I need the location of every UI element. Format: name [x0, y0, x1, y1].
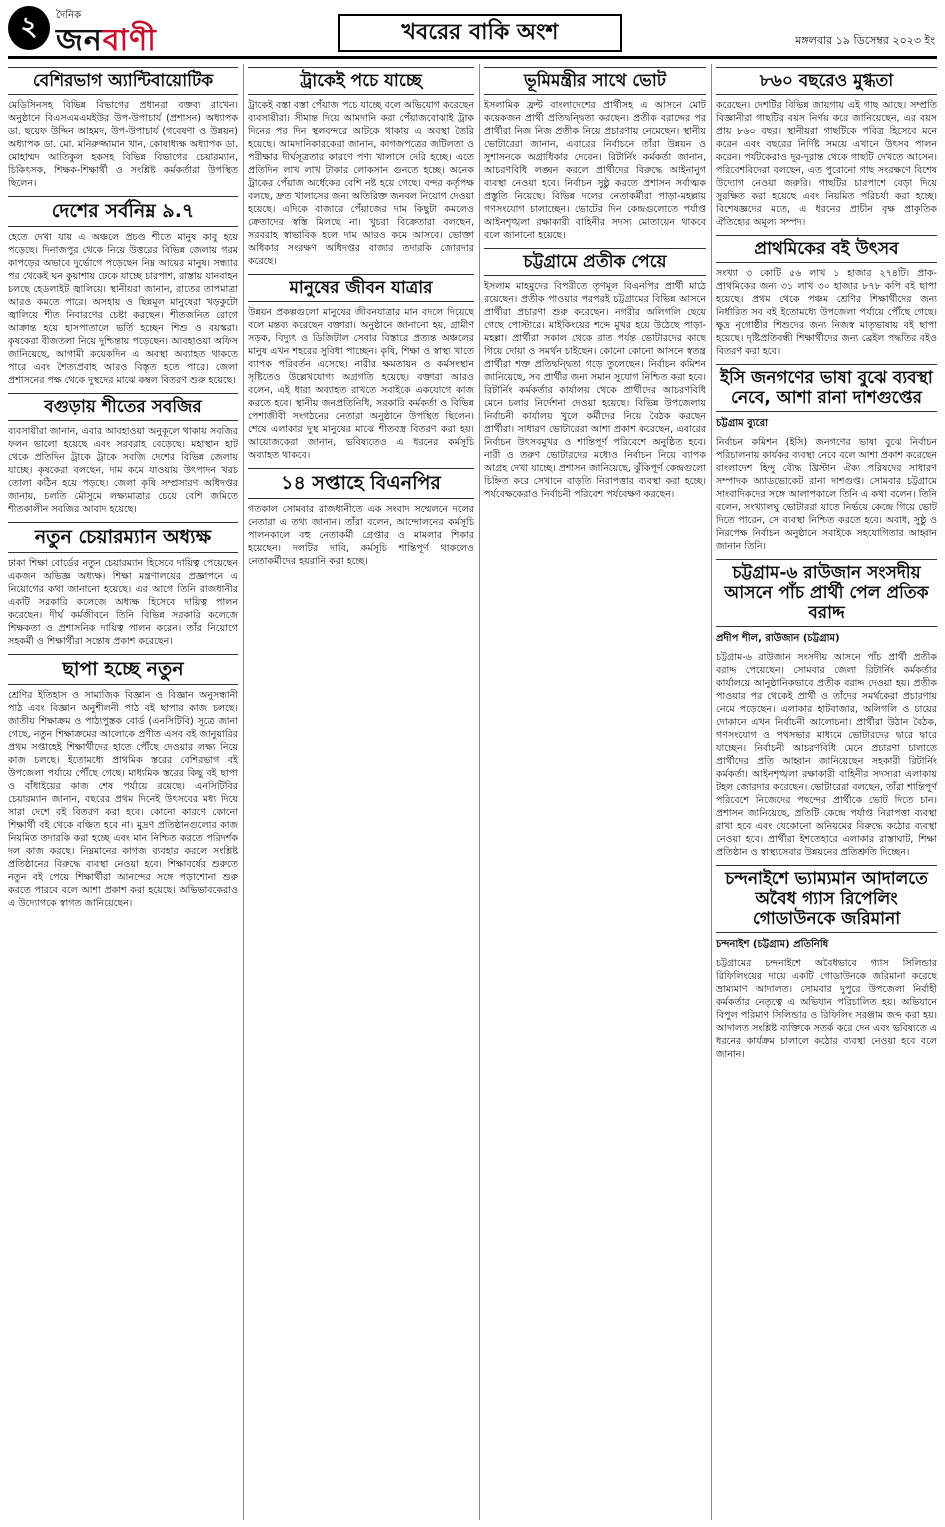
article-heading: ৮৬০ বছরেও মুগ্ধতা	[716, 67, 937, 95]
article-body: উন্নয়ন প্রকল্পগুলো মানুষের জীবনযাত্রার মান বদলে দিয়েছে বলে মন্তব্য করেছেন বক্তারা। অনুষ্ঠানে জানানো হয়, গ্রামীণ সড়ক, বিদ্যুৎ ও ডিজিটাল সেবার বিস্তারে প্রত্যন্ত অঞ্চলের মানুষ এখন শহরের সুবিধা পাচ্ছেন। কৃষি, শিক্ষা ও স্বাস্থ্য খাতে ব্যাপক পরিবর্তন এসেছে। নারীর ক্ষমতায়ন ও কর্মসংস্থান সৃষ্টিতেও উল্লেখযোগ্য অগ্রগতি হয়েছে। বক্তারা আরও বলেন, এই ধারা অব্যাহত রাখতে সবাইকে একযোগে কাজ করতে হবে। স্থানীয় জনপ্রতিনিধি, সরকারি কর্মকর্তা ও বিভিন্ন পেশাজীবী সংগঠনের নেতারা অনুষ্ঠানে উপস্থিত ছিলেন। শেষে এলাকার দুস্থ মানুষের মাঝে শীতবস্ত্র বিতরণ করা হয়। আয়োজকেরা জানান, ভবিষ্যতেও এ ধরনের কর্মসূচি অব্যাহত থাকবে।	[248, 307, 474, 461]
article-heading: ট্রাকেই পচে যাচ্ছে	[248, 67, 474, 95]
article-body: চট্টগ্রাম-৬ রাউজান সংসদীয় আসনে পাঁচ প্রার্থী প্রতীক বরাদ্দ পেয়েছেন। সোমবার জেলা রিটার্নিং কর্মকর্তার কার্যালয়ে আনুষ্ঠানিকভাবে প্রতীক বরাদ্দ দেওয়া হয়। প্রতীক পাওয়ার পর থেকেই প্রার্থী ও তাঁদের সমর্থকেরা প্রচারণায় নেমে পড়েছেন। এলাকার হাটবাজার, অলিগলি ও চায়ের দোকানে এখন নির্বাচনী আলোচনা। প্রার্থীরা উঠান বৈঠক, গণসংযোগ ও পথসভার মাধ্যমে ভোটারদের দ্বারে দ্বারে যাচ্ছেন। নির্বাচনী আচরণবিধি মেনে প্রচারণা চালাতে প্রার্থীদের প্রতি আহ্বান জানিয়েছেন সহকারী রিটার্নিং কর্মকর্তা। আইনশৃঙ্খলা রক্ষাকারী বাহিনীর সদস্যরা এলাকায় টহল জোরদার করেছেন। ভোটারেরা বলছেন, তাঁরা শান্তিপূর্ণ পরিবেশে নিজেদের পছন্দের প্রার্থীকে ভোট দিতে চান। প্রশাসন জানিয়েছে, প্রতিটি কেন্দ্রে পর্যাপ্ত নিরাপত্তা ব্যবস্থা রাখা হবে এবং যেকোনো অনিয়মের বিরুদ্ধে কঠোর ব্যবস্থা নেওয়া হবে। প্রার্থীরা ইশতেহারে এলাকার রাস্তাঘাট, শিক্ষা প্রতিষ্ঠান ও স্বাস্থ্যসেবার উন্নয়নের প্রতিশ্রুতি দিচ্ছেন।	[716, 652, 937, 858]
article-body: ইসলামিক ফ্রন্ট বাংলাদেশের প্রার্থীসহ এ আসনে মোট কয়েকজন প্রার্থী প্রতিদ্বন্দ্বিতা করছেন। প্রতীক বরাদ্দের পর প্রার্থীরা নিজ নিজ প্রতীক নিয়ে প্রচারণায় নেমেছেন। স্থানীয় ভোটারেরা জানান, এবারের নির্বাচনে তাঁরা উন্নয়ন ও সুশাসনকে অগ্রাধিকার দেবেন। রিটার্নিং কর্মকর্তা জানান, আচরণবিধি লঙ্ঘন করলে প্রার্থীদের বিরুদ্ধে আইনানুগ ব্যবস্থা নেওয়া হবে। নির্বাচন সুষ্ঠু করতে প্রশাসন সর্বাত্মক প্রস্তুতি নিয়েছে। বিভিন্ন দলের নেতাকর্মীরা পাড়া-মহল্লায় গণসংযোগ চালাচ্ছেন। ভোটের দিন কেন্দ্রগুলোতে পর্যাপ্ত আইনশৃঙ্খলা রক্ষাকারী বাহিনীর সদস্য মোতায়েন থাকবে বলে জানানো হয়েছে।	[484, 100, 706, 241]
column-4	[716, 64, 937, 1520]
article-byline: প্রদীপ শীল, রাউজান (চট্টগ্রাম)	[716, 633, 840, 644]
article-raozan	[716, 559, 937, 859]
article-printing	[8, 654, 238, 910]
column-divider	[711, 64, 712, 1520]
article-heading: বেশিরভাগ অ্যান্টিবায়োটিক	[8, 67, 238, 95]
article-860-years	[716, 67, 937, 229]
article-body: নির্বাচন কমিশন (ইসি) জনগণের ভাষা বুঝে নির্বাচন পরিচালনায় কার্যকর ব্যবস্থা নেবে বলে আশা প্রকাশ করেছেন বাংলাদেশ হিন্দু বৌদ্ধ খ্রিস্টান ঐক্য পরিষদের সাধারণ সম্পাদক অ্যাডভোকেট রানা দাশগুপ্ত। সোমবার চট্টগ্রামে সাংবাদিকদের সঙ্গে আলাপকালে তিনি এ কথা বলেন। তিনি বলেন, সংখ্যালঘু ভোটাররা যাতে নির্ভয়ে কেন্দ্রে গিয়ে ভোট দিতে পারেন, সে ব্যবস্থা নিশ্চিত করতে হবে। অবাধ, সুষ্ঠু ও নিরপেক্ষ নির্বাচন অনুষ্ঠানে সবাইকে সহযোগিতার আহ্বান জানান তিনি।	[716, 437, 937, 552]
column-3	[484, 64, 706, 1520]
article-lowest-temp	[8, 196, 238, 387]
article-minister	[484, 67, 706, 242]
article-onion	[248, 67, 474, 268]
article-byline: চট্টগ্রাম ব্যুরো	[716, 418, 769, 429]
article-ec-rana	[716, 364, 937, 553]
article-body: শ্রেণির ইতিহাস ও সামাজিক বিজ্ঞান ও বিজ্ঞান অনুসন্ধানী পাঠ এবং বিজ্ঞান অনুশীলনী পাঠ বই ছাপার কাজ চলছে। জাতীয় শিক্ষাক্রম ও পাঠ্যপুস্তক বোর্ড (এনসিটিবি) সূত্রে জানা গেছে, নতুন শিক্ষাক্রমের আলোকে প্রণীত এসব বই জানুয়ারির প্রথম সপ্তাহেই শিক্ষার্থীদের হাতে পৌঁছে দেওয়ার লক্ষ্য নিয়ে কাজ চলছে। ইতোমধ্যে প্রাথমিক স্তরের বেশিরভাগ বই উপজেলা পর্যায়ে পৌঁছে গেছে। মাধ্যমিক স্তরের কিছু বই ছাপা ও বাঁধাইয়ের কাজ শেষ পর্যায়ে রয়েছে। এনসিটিবির চেয়ারম্যান জানান, বছরের প্রথম দিনেই উৎসবের মধ্য দিয়ে সারা দেশে বই বিতরণ করা হবে। কোনো কারণে কোনো শিক্ষার্থী বই থেকে বঞ্চিত হবে না। মুদ্রণ প্রতিষ্ঠানগুলোর কাজ নিয়মিত তদারকি করা হচ্ছে এবং মান নিশ্চিত করতে পরিদর্শক দল কাজ করছে। নিম্নমানের কাগজ ব্যবহার করলে সংশ্লিষ্ট প্রতিষ্ঠানের বিরুদ্ধে ব্যবস্থা নেওয়া হবে। শিক্ষাবর্ষের শুরুতে নতুন বই পেয়ে শিক্ষার্থীরা আনন্দের সঙ্গে পড়াশোনা শুরু করতে পারবে বলে আশা প্রকাশ করা হয়েছে। অভিভাবকেরাও এ উদ্যোগকে স্বাগত জানিয়েছেন।	[8, 690, 238, 909]
article-heading: চট্টগ্রাম-৬ রাউজান সংসদীয় আসনে পাঁচ প্রার্থী পেল প্রতিক বরাদ্দ	[716, 559, 937, 627]
column-2	[248, 64, 474, 1520]
column-divider	[243, 64, 244, 1520]
article-heading: নতুন চেয়ারম্যান অধ্যক্ষ	[8, 522, 238, 553]
article-bogura	[8, 393, 238, 516]
article-body: হেতে দেখা যায় এ অঞ্চলে প্রচণ্ড শীতে মানুষ কাবু হয়ে পড়েছে। দিনাজপুর থেকে নিয়ে উত্তরের বিভিন্ন জেলায় গরম কাপড়ের অভাবে দুর্ভোগে পড়েছেন নিম্ন আয়ের মানুষ। সন্ধ্যার পর থেকেই ঘন কুয়াশায় ঢেকে যাচ্ছে চারপাশ, রাস্তায় যানবাহন চলছে হেডলাইট জ্বালিয়ে। স্থানীয়রা জানান, রাতের তাপমাত্রা আরও কমতে পারে। অসহায় ও ছিন্নমূল মানুষেরা খড়কুটো জ্বালিয়ে শীত নিবারণের চেষ্টা করছেন। শীতজনিত রোগে আক্রান্ত হয়ে হাসপাতালে ভর্তি হচ্ছেন শিশু ও বয়স্করা। কৃষকেরা বীজতলা নিয়ে দুশ্চিন্তায় পড়েছেন। আবহাওয়া অফিস জানিয়েছে, আগামী কয়েকদিন এ অবস্থা অব্যাহত থাকতে পারে এবং শৈত্যপ্রবাহ আরও বিস্তৃত হতে পারে। জেলা প্রশাসনের পক্ষ থেকে দুস্থদের মাঝে কম্বল বিতরণ শুরু হয়েছে।	[8, 232, 238, 386]
article-new-chairman	[8, 522, 238, 648]
article-antibiotic	[8, 67, 238, 190]
section-title: খবরের বাকি অংশ	[338, 14, 622, 52]
article-heading: ১৪ সপ্তাহে বিএনপির	[248, 468, 474, 499]
article-body: গতকাল সোমবার রাজধানীতে এক সংবাদ সম্মেলনে দলের নেতারা এ তথ্য জানান। তাঁরা বলেন, আন্দোলনের কর্মসূচি পালনকালে বহু নেতাকর্মী গ্রেপ্তার ও মামলার শিকার হয়েছেন। দলটির দাবি, কর্মসূচি শান্তিপূর্ণ থাকলেও নেতাকর্মীদের হয়রানি করা হচ্ছে।	[248, 504, 474, 567]
article-heading: মানুষের জীবন যাত্রার	[248, 274, 474, 302]
article-chandanaish	[716, 865, 937, 1061]
article-heading: ইসি জনগণের ভাষা বুঝে ব্যবস্থা নেবে, আশা রানা দাশগুপ্তের	[716, 364, 937, 412]
paper-name-part2: বাণী	[102, 23, 157, 58]
article-body: ব্যবসায়ীরা জানান, এবার আবহাওয়া অনুকূলে থাকায় সবজির ফলন ভালো হয়েছে এবং সরবরাহ বেড়েছে। মহাস্থান হাট থেকে প্রতিদিন ট্রাকে ট্রাকে সবজি দেশের বিভিন্ন জেলায় যাচ্ছে। কৃষকেরা বলছেন, দাম কমে যাওয়ায় উৎপাদন খরচ তোলা কঠিন হয়ে পড়ছে। জেলা কৃষি সম্প্রসারণ অধিদপ্তর জানায়, চলতি মৌসুমে লক্ষ্যমাত্রার চেয়ে বেশি জমিতে শীতকালীন সবজির আবাদ হয়েছে।	[8, 426, 238, 515]
column-1	[8, 64, 238, 1520]
article-body: ইসলাম মাহমুদের বিপরীতে তৃণমূল বিএনপির প্রার্থী মাঠে রয়েছেন। প্রতীক পাওয়ার পরপরই চট্টগ্রামের বিভিন্ন আসনে প্রার্থীরা প্রচারণা শুরু করেছেন। নগরীর অলিগলি ছেয়ে গেছে পোস্টারে। মাইকিংয়ের শব্দে মুখর হয়ে উঠেছে পাড়া-মহল্লা। প্রার্থীরা সকাল থেকে রাত পর্যন্ত ভোটারদের কাছে গিয়ে দোয়া ও সমর্থন চাইছেন। কোনো কোনো আসনে স্বতন্ত্র প্রার্থীরা শক্ত প্রতিদ্বন্দ্বিতা গড়ে তুলেছেন। নির্বাচন কমিশন জানিয়েছে, সব প্রার্থীর জন্য সমান সুযোগ নিশ্চিত করা হবে। রিটার্নিং কর্মকর্তার কার্যালয় থেকে প্রার্থীদের আচরণবিধি মেনে চলার নির্দেশনা দেওয়া হয়েছে। বিভিন্ন উপজেলায় নির্বাচনী কার্যালয় খুলে কর্মীদের নিয়ে বৈঠক করছেন প্রার্থীরা। সাধারণ ভোটারেরা আশা প্রকাশ করেছেন, এবারের নির্বাচন উৎসবমুখর ও শান্তিপূর্ণ পরিবেশে অনুষ্ঠিত হবে। নারী ও তরুণ ভোটারদের মধ্যেও নির্বাচন নিয়ে ব্যাপক আগ্রহ দেখা যাচ্ছে। প্রশাসন জানিয়েছে, ঝুঁকিপূর্ণ কেন্দ্রগুলো চিহ্নিত করে সেখানে বাড়তি নিরাপত্তার ব্যবস্থা করা হচ্ছে। পর্যবেক্ষকেরাও নির্বাচনী পরিবেশ পর্যবেক্ষণ করছেন।	[484, 281, 706, 500]
article-byline: চন্দনাইশ (চট্টগ্রাম) প্রতিনিধি	[716, 939, 829, 950]
article-heading: ভূমিমন্ত্রীর সাথে ভোট	[484, 67, 706, 95]
article-body: করেছেন। দেশটির বিভিন্ন জায়গায় এই গাছ আছে। সম্প্রতি বিজ্ঞানীরা গাছটির বয়স নির্ণয় করে জানিয়েছেন, এর বয়স প্রায় ৮৬০ বছর। স্থানীয়রা গাছটিকে পবিত্র হিসেবে মনে করেন এবং বছরের নির্দিষ্ট সময়ে এখানে উৎসব পালন করেন। পর্যটকেরাও দূর-দূরান্ত থেকে গাছটি দেখতে আসেন। পরিবেশবিদেরা বলছেন, এত পুরোনো গাছ সংরক্ষণে বিশেষ উদ্যোগ নেওয়া জরুরি। গাছটির চারপাশে বেড়া দিয়ে সুরক্ষিত করা হয়েছে এবং নিয়মিত পরিচর্যা করা হচ্ছে। বিশেষজ্ঞদের মতে, এ ধরনের প্রাচীন বৃক্ষ প্রাকৃতিক ঐতিহ্যের অমূল্য সম্পদ।	[716, 100, 937, 228]
issue-date: মঙ্গলবার ১৯ ডিসেম্বর ২০২৩ ইং	[795, 34, 935, 47]
article-ctg-symbols	[484, 248, 706, 501]
article-heading: বগুড়ায় শীতের সবজির	[8, 393, 238, 421]
article-life-journey	[248, 274, 474, 462]
column-divider	[479, 64, 480, 1520]
article-body: চট্টগ্রামের চন্দনাইশে অবৈধভাবে গ্যাস সিলিন্ডার রিফিলিংয়ের দায়ে একটি গোডাউনকে জরিমানা করেছে ভ্রাম্যমাণ আদালত। সোমবার দুপুরে উপজেলা নির্বাহী কর্মকর্তার নেতৃত্বে এ অভিযান পরিচালিত হয়। অভিযানে বিপুল পরিমাণ সিলিন্ডার ও রিফিলিং সরঞ্জাম জব্দ করা হয়। আদালত সংশ্লিষ্ট ব্যক্তিকে সতর্ক করে দেন এবং ভবিষ্যতে এ ধরনের কার্যক্রম চালালে কঠোর ব্যবস্থা নেওয়া হবে বলে জানান।	[716, 958, 937, 1060]
article-body: ঢাকা শিক্ষা বোর্ডের নতুন চেয়ারম্যান হিসেবে দায়িত্ব পেয়েছেন একজন অভিজ্ঞ অধ্যক্ষ। শিক্ষা মন্ত্রণালয়ের প্রজ্ঞাপনে এ নিয়োগের কথা জানানো হয়েছে। এর আগে তিনি রাজধানীর একটি সরকারি কলেজে অধ্যক্ষ হিসেবে দায়িত্ব পালন করেছেন। দীর্ঘ কর্মজীবনে তিনি বিভিন্ন সরকারি কলেজে শিক্ষকতা ও প্রশাসনিক দায়িত্ব পালন করেন। তাঁর নিয়োগে সহকর্মী ও শিক্ষার্থীরা সন্তোষ প্রকাশ করেছেন।	[8, 558, 238, 647]
paper-name-prefix: দৈনিক	[56, 10, 82, 21]
article-bnp	[248, 468, 474, 568]
article-body: মেডিসিনসহ বিভিন্ন বিভাগের প্রধানরা বক্তব্য রাখেন। অনুষ্ঠানে বিএসএমএমইউর উপ-উপাচার্য (প্রশাসন) অধ্যাপক ডা. ছয়েফ উদ্দিন আহমদ, উপ-উপাচার্য (গবেষণা ও উন্নয়ন) অধ্যাপক ডা. মো. মনিরুজ্জামান খান, কোষাধ্যক্ষ অধ্যাপক ডা. মোহাম্মদ আতিকুল হকসহ বিভিন্ন বিভাগের চেয়ারম্যান, চিকিৎসক, শিক্ষক-শিক্ষার্থী ও সংশ্লিষ্ট কর্মকর্তারা উপস্থিত ছিলেন।	[8, 100, 238, 189]
page-number: ২	[8, 6, 50, 50]
paper-logo	[56, 16, 157, 67]
article-body: ট্রাকেই বস্তা বস্তা পেঁয়াজ পচে যাচ্ছে বলে অভিযোগ করেছেন ব্যবসায়ীরা। সীমান্ত দিয়ে আমদানি করা পেঁয়াজবোঝাই ট্রাক দিনের পর দিন স্থলবন্দরে আটকে থাকায় এ অবস্থা তৈরি হয়েছে। আমদানিকারকেরা জানান, কাগজপত্রের জটিলতা ও পরীক্ষার দীর্ঘসূত্রতার কারণে পণ্য খালাসে দেরি হচ্ছে। এতে প্রতিদিন লাখ লাখ টাকার লোকসান গুনতে হচ্ছে। অনেক ট্রাকের পেঁয়াজ অর্ধেকের বেশি নষ্ট হয়ে গেছে। বন্দর কর্তৃপক্ষ বলছে, দ্রুত খালাসের জন্য অতিরিক্ত জনবল নিয়োগ দেওয়া হয়েছে। এদিকে বাজারে পেঁয়াজের দাম কিছুটা কমলেও ক্রেতাদের স্বস্তি মিলছে না। খুচরা বিক্রেতারা বলছেন, সরবরাহ স্বাভাবিক হলে দাম আরও কমে আসবে। ভোক্তা অধিকার সংরক্ষণ অধিদপ্তর বাজার তদারকি জোরদার করেছে।	[248, 100, 474, 267]
masthead	[8, 4, 937, 59]
paper-name-part1: জন	[56, 23, 103, 58]
article-heading: চট্টগ্রামে প্রতীক পেয়ে	[484, 248, 706, 276]
article-heading: ছাপা হচ্ছে নতুন	[8, 654, 238, 685]
article-heading: চন্দনাইশে ভ্যাম্যমান আদালতে অবৈধ গ্যাস রিপেলিং গোডাউনকে জরিমানা	[716, 865, 937, 933]
article-body: সংখ্যা ৩ কোটি ৫৬ লাখ ১ হাজার ২৭৪টি। প্রাক-প্রাথমিকের জন্য ৩১ লাখ ৩০ হাজার ৮৭৮ কপি বই ছাপা হয়েছে। প্রথম থেকে পঞ্চম শ্রেণির শিক্ষার্থীদের জন্য নির্ধারিত সব বই ইতোমধ্যে উপজেলা পর্যায়ে পৌঁছে গেছে। ক্ষুদ্র নৃগোষ্ঠীর শিশুদের জন্য নিজস্ব মাতৃভাষায় বই ছাপা হয়েছে। দৃষ্টিপ্রতিবন্ধী শিক্ষার্থীদের জন্য ব্রেইল পদ্ধতির বইও বিতরণ করা হবে।	[716, 268, 937, 357]
article-primary-books	[716, 235, 937, 358]
article-heading: দেশের সর্বনিম্ন ৯.৭	[8, 196, 238, 227]
article-heading: প্রাথমিকের বই উৎসব	[716, 235, 937, 263]
